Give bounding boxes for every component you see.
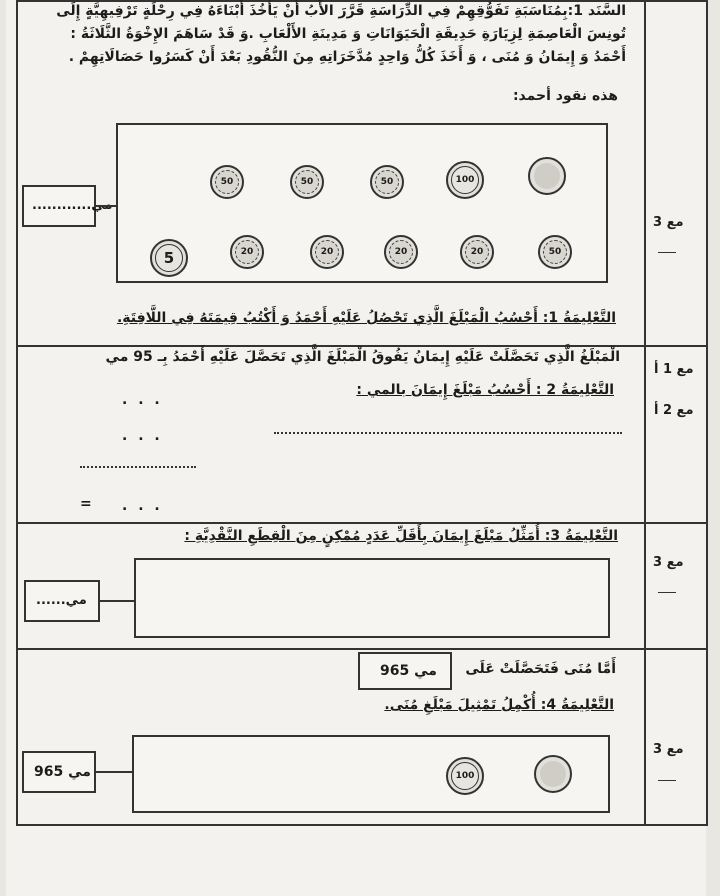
equals-sign: =: [80, 496, 92, 512]
mark-dash: [658, 252, 676, 253]
instruction-1: التَّعْلِيمَةُ 1: أَحْسُبُ الْمَبْلَغَ الَّذِي تَحْصُلُ عَلَيْهِ أَحْمَدُ وَ أَكْتُبُ قِيمَتَهُ فِي اللَّافِتَةِ.: [116, 310, 616, 326]
coin-50: 50: [210, 165, 244, 199]
instruction-2: التَّعْلِيمَةُ 2 : أَحْسُبُ مَبْلَغَ إِيمَانَ بالمي :: [356, 382, 614, 398]
sign-connector: [96, 205, 118, 207]
mona-amount-sign: 965 مي: [22, 751, 96, 793]
mark-section-2b: مع 2 أ: [654, 403, 694, 418]
mona-coins-box[interactable]: [132, 735, 610, 813]
sanad-line-2: تُونِسَ الْعَاصِمَةِ لِزِيَارَةِ حَدِيقَةِ الْحَيَوَانَاتِ وَ مَدِينَةِ الأَلْعَابِ .وَ قَدْ سَاهَمَ الإِخْوَةُ الثَّلَاثَةُ :: [70, 26, 626, 42]
mark-dash: [658, 592, 676, 593]
sanad-line-3: أَحْمَدُ وَ إِيمَانُ وَ مُنَى ، وَ أَخَذَ كُلُّ وَاحِدٍ مُدَّخَرَاتِهِ مِنَ النُّقُودِ بَعْدَ أَنْ كَسَرُوا حَصَالَاتِهِمْ .: [68, 49, 626, 65]
mark-section-3: مع 3: [653, 555, 684, 570]
coin-20: 20: [310, 235, 344, 269]
coin-50: 50: [290, 165, 324, 199]
coin-50: 50: [538, 235, 572, 269]
coin-100: 100: [446, 161, 484, 199]
coin-5: 5: [150, 239, 188, 277]
answer-dots-1[interactable]: . . .: [122, 392, 163, 408]
worksheet: [6, 0, 706, 896]
coin-50: 50: [370, 165, 404, 199]
answer-line-1[interactable]: [274, 432, 622, 434]
divider-3: [16, 648, 708, 650]
coin-20: 20: [230, 235, 264, 269]
instruction-4: التَّعْلِيمَةُ 4: أُكْمِلُ تَمْثِيلَ مَبْلَغِ مُنَى.: [384, 697, 614, 713]
top-border: [16, 0, 708, 2]
iman-coins-box[interactable]: [134, 558, 610, 638]
mark-dash: [658, 780, 676, 781]
answer-line-2[interactable]: [80, 466, 196, 468]
iman-amount-sign[interactable]: ......مي: [24, 580, 100, 622]
coin-100: 100: [446, 757, 484, 795]
divider-2: [16, 522, 708, 524]
ahmed-amount-sign[interactable]: ............مي: [22, 185, 96, 227]
sign-connector: [96, 771, 134, 773]
mark-section-4: مع 3: [653, 742, 684, 757]
divider-1: [16, 345, 708, 347]
answer-dots-3[interactable]: . . .: [122, 498, 163, 514]
mark-section-1: مع 3: [653, 215, 684, 230]
coin-20: 20: [384, 235, 418, 269]
answer-dots-2[interactable]: . . .: [122, 428, 163, 444]
mona-statement: أَمَّا مُنَى فَتَحَصَّلَتْ عَلَى: [465, 661, 616, 677]
coin-dinar-icon: [534, 755, 572, 793]
sanad-line-1: السَّنَد 1:بِمُنَاسَبَةِ تَفَوُّقِهِمْ فِي الدِّرَاسَةِ قَرَّرَ الأَبُ أَنْ يَأْخُذَ أَبْنَاءَهُ فِي رِحْلَةٍ تَرْفِيهِيَّةٍ إِلَى: [56, 3, 626, 19]
instruction-3: التَّعْلِيمَةُ 3: أُمَثِّلُ مَبْلَغَ إِيمَانَ بِأَقَلِّ عَدَدٍ مُمْكِنٍ مِنَ الْقِطَعِ النَّقْدِيَّةِ :: [184, 528, 618, 544]
mark-section-2a: مع 1 أ: [654, 362, 694, 377]
coin-20: 20: [460, 235, 494, 269]
mona-amount-badge: 965 مي: [358, 652, 452, 690]
coin-dinar-icon: [528, 157, 566, 195]
sign-connector: [100, 600, 136, 602]
ahmed-coins-box: [116, 123, 608, 283]
iman-statement: الْمَبْلَغُ الَّذِي تَحَصَّلَتْ عَلَيْهِ إِيمَانُ يَفُوقُ الْمَبْلَغَ الَّذِي تَحَصَّلَ عَلَيْهِ أَحْمَدُ بِـ 95 مي: [105, 349, 620, 365]
money-intro: هذه نقود أحمد:: [512, 88, 618, 104]
